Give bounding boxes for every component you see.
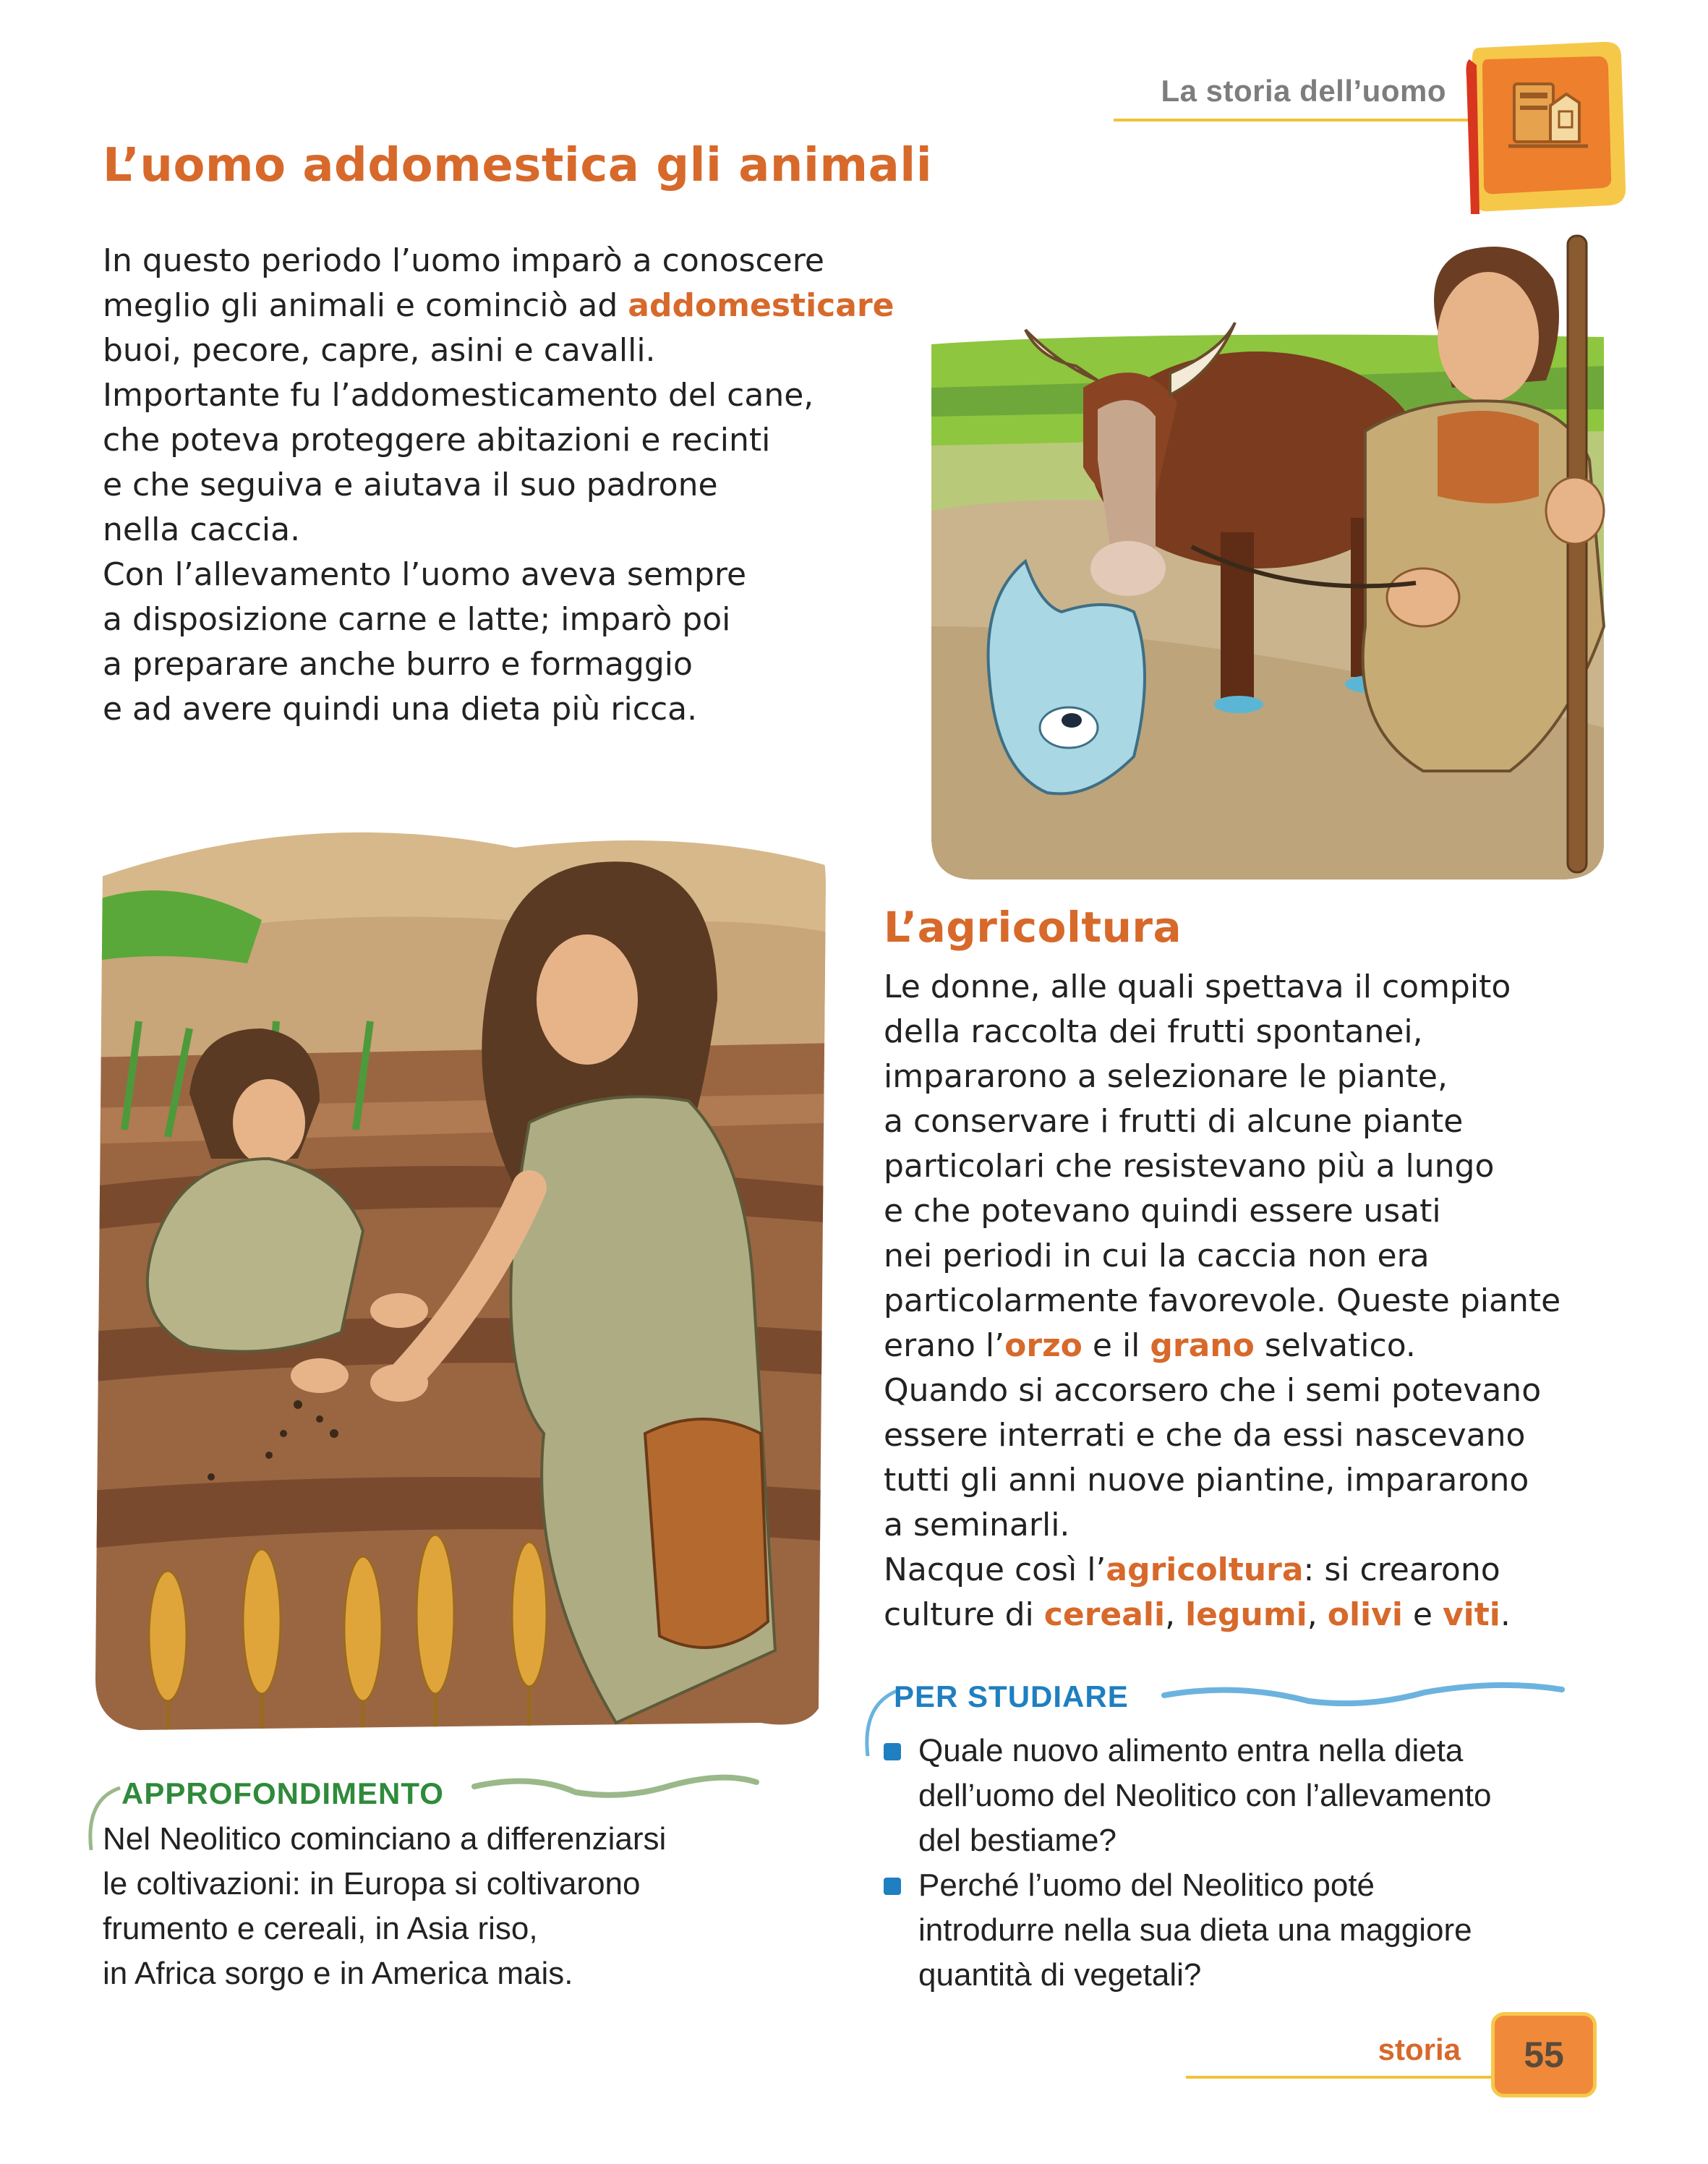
text-line	[884, 1458, 1560, 1503]
text-segment: .	[1500, 1596, 1511, 1633]
text-segment: tutti gli anni nuove piantine, impararono	[884, 1462, 1529, 1499]
text-segment: della raccolta dei frutti spontanei,	[884, 1013, 1423, 1050]
text-line	[103, 463, 894, 508]
page-number-badge	[1491, 2012, 1597, 2097]
text-segment: In questo periodo l’uomo imparò a conoscere	[103, 242, 824, 279]
approfondimento-line: Nel Neolitico cominciano a differenziarsi	[103, 1821, 667, 1857]
text-line	[884, 1368, 1560, 1413]
keyword-highlight: legumi	[1185, 1596, 1307, 1633]
text-segment: e il	[1082, 1327, 1150, 1364]
paragraph-agriculture	[884, 965, 1560, 1637]
footer-rule	[1186, 2076, 1497, 2079]
text-segment: che poteva proteggere abitazioni e recinti	[103, 422, 771, 459]
text-segment: erano l’	[884, 1327, 1005, 1364]
text-line	[884, 1324, 1560, 1368]
keyword-highlight: olivi	[1327, 1596, 1403, 1633]
text-segment: buoi, pecore, capre, asini e cavalli.	[103, 332, 656, 369]
text-line	[103, 373, 894, 418]
text-segment: ,	[1165, 1596, 1186, 1633]
text-line	[103, 284, 894, 328]
approfondimento-text	[103, 1817, 666, 1996]
text-line	[884, 1593, 1560, 1637]
text-segment: e che seguiva e aiutava il suo padrone	[103, 467, 718, 503]
text-segment: particolari che resistevano più a lungo	[884, 1148, 1495, 1185]
keyword-highlight: viti	[1442, 1596, 1500, 1633]
text-segment: impararono a selezionare le piante,	[884, 1058, 1448, 1095]
text-line	[884, 1144, 1560, 1189]
text-line	[103, 687, 894, 732]
text-line	[103, 328, 894, 373]
study-question	[884, 1863, 1491, 1998]
text-segment: essere interrati e che da essi nascevano	[884, 1417, 1526, 1454]
approfondimento-line: in Africa sorgo e in America mais.	[103, 1956, 573, 1991]
text-segment: Le donne, alle quali spettava il compito	[884, 968, 1511, 1005]
approfondimento-line: frumento e cereali, in Asia riso,	[103, 1911, 538, 1946]
square-bullet-icon	[884, 1878, 901, 1895]
text-line	[884, 1010, 1560, 1055]
text-line	[884, 1279, 1560, 1324]
per-studiare-title: PER STUDIARE	[894, 1679, 1129, 1713]
text-segment: : si crearono	[1303, 1551, 1500, 1588]
women-sowing-field-illustration	[81, 783, 840, 1737]
text-segment: a conservare i frutti di alcune piante	[884, 1103, 1464, 1140]
keyword-highlight: cereali	[1043, 1596, 1166, 1633]
text-line	[884, 1055, 1560, 1099]
text-line	[884, 1234, 1560, 1279]
study-questions-list	[884, 1729, 1491, 1998]
text-segment: Importante fu l’addomesticamento del cane,	[103, 377, 814, 414]
keyword-highlight: grano	[1150, 1327, 1255, 1364]
text-segment: a preparare anche burro e formaggio	[103, 646, 693, 683]
text-segment: Con l’allevamento l’uomo aveva sempre	[103, 556, 747, 593]
text-segment: meglio gli animali e cominciò ad	[103, 287, 628, 324]
keyword-highlight: addomesticare	[628, 287, 894, 324]
study-question-line: Quale nuovo alimento entra nella dieta	[918, 1733, 1464, 1768]
section-heading-animals: L’uomo addomestica gli animali	[103, 139, 933, 192]
keyword-highlight: orzo	[1004, 1327, 1083, 1364]
keyword-highlight: agricoltura	[1106, 1551, 1304, 1588]
text-line	[103, 597, 894, 642]
square-bullet-icon	[884, 1743, 901, 1760]
header-rule	[1114, 119, 1490, 122]
text-segment: e	[1402, 1596, 1443, 1633]
text-segment: Quando si accorsero che i semi potevano	[884, 1372, 1542, 1409]
text-line	[884, 965, 1560, 1010]
approfondimento-line: le coltivazioni: in Europa si coltivarono	[103, 1866, 641, 1901]
section-header-title: La storia dell’uomo	[1161, 74, 1446, 108]
text-segment: selvatico.	[1254, 1327, 1416, 1364]
text-line	[103, 642, 894, 687]
text-line	[103, 239, 894, 284]
text-line	[884, 1189, 1560, 1234]
text-segment: a disposizione carne e latte; imparò poi	[103, 601, 731, 638]
text-line	[103, 418, 894, 463]
herder-with-ox-and-dog-illustration	[917, 221, 1613, 885]
text-segment: particolarmente favorevole. Queste piante	[884, 1282, 1561, 1319]
text-segment: a seminarli.	[884, 1507, 1070, 1543]
section-heading-agriculture: L’agricoltura	[884, 903, 1182, 952]
text-segment: ,	[1307, 1596, 1328, 1633]
study-question-line: introdurre nella sua dieta una maggiore	[918, 1912, 1472, 1948]
text-line	[103, 553, 894, 597]
text-line	[884, 1413, 1560, 1458]
study-question	[884, 1729, 1491, 1863]
text-line	[884, 1503, 1560, 1548]
study-question-line: del bestiame?	[918, 1823, 1116, 1858]
page-number: 55	[1524, 2035, 1564, 2075]
text-segment: Nacque così l’	[884, 1551, 1106, 1588]
text-segment: e che potevano quindi essere usati	[884, 1193, 1441, 1230]
text-segment: e ad avere quindi una dieta più ricca.	[103, 691, 698, 728]
subject-label: storia	[1378, 2032, 1461, 2066]
history-book-icon	[1458, 33, 1639, 214]
text-line	[884, 1099, 1560, 1144]
text-segment: nella caccia.	[103, 511, 301, 548]
approfondimento-title: APPROFONDIMENTO	[121, 1776, 444, 1810]
study-question-line: quantità di vegetali?	[918, 1957, 1202, 1993]
study-question-line: dell’uomo del Neolitico con l’allevamento	[918, 1778, 1492, 1813]
text-line	[103, 508, 894, 553]
paragraph-animals	[103, 239, 894, 732]
study-question-line: Perché l’uomo del Neolitico poté	[918, 1867, 1375, 1903]
text-line	[884, 1548, 1560, 1593]
text-segment: nei periodi in cui la caccia non era	[884, 1238, 1430, 1274]
text-segment: culture di	[884, 1596, 1044, 1633]
